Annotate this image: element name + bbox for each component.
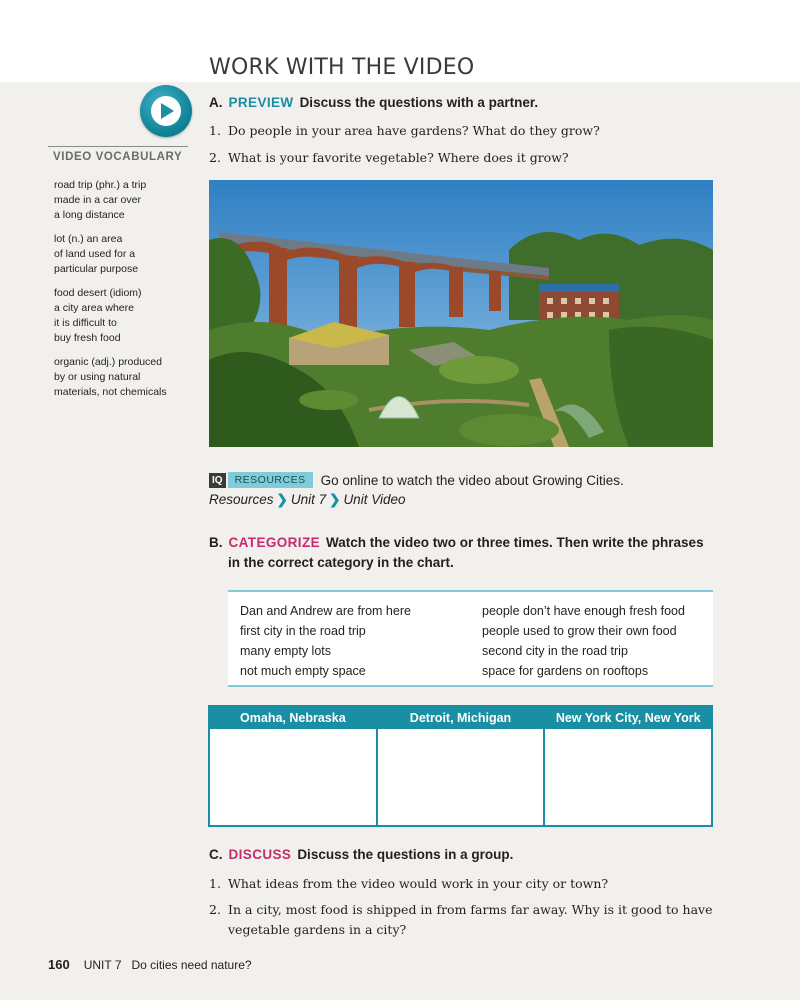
phrase-item: people don’t have enough fresh food — [482, 604, 685, 618]
category-answer-cell[interactable] — [545, 729, 711, 825]
discuss-question-2-cont: vegetable gardens in a city? — [228, 922, 407, 937]
section-c-heading: C. DISCUSS Discuss the questions in a group. — [209, 847, 514, 862]
chevron-right-icon: ❯ — [329, 492, 341, 507]
category-column-new-york — [545, 707, 711, 825]
phrase-item: many empty lots — [240, 644, 332, 658]
online-resources: IQ RESOURCES Go online to watch the video about Growing Cities. — [209, 472, 624, 488]
phrase-column-right — [482, 601, 685, 681]
section-b-heading: B. CATEGORIZE Watch the video two or three times. Then write the phrases — [209, 535, 704, 550]
category-column-detroit — [378, 707, 546, 825]
video-play-button[interactable] — [140, 85, 192, 137]
vocab-entry-food-desert: food desert (idiom) a city area where it is difficult to buy fresh food — [54, 287, 142, 344]
phrase-item: first city in the road trip — [240, 624, 366, 638]
discuss-keyword: DISCUSS — [228, 847, 292, 862]
resources-badge[interactable]: RESOURCES — [228, 472, 313, 488]
phrase-item: people used to grow their own food — [482, 624, 677, 638]
resources-path: Resources ❯ Unit 7 ❯ Unit Video — [209, 492, 406, 507]
phrase-item: not much empty space — [240, 664, 366, 678]
category-header: Detroit, Michigan — [378, 707, 544, 729]
phrase-item: space for gardens on rooftops — [482, 664, 649, 678]
phrase-item: Dan and Andrew are from here — [240, 604, 411, 618]
category-chart — [208, 705, 713, 827]
category-column-omaha — [210, 707, 378, 825]
play-icon[interactable] — [151, 96, 181, 126]
phrase-bank — [228, 590, 713, 687]
category-header: Omaha, Nebraska — [210, 707, 376, 729]
page-title: WORK WITH THE VIDEO — [209, 55, 475, 80]
category-header: New York City, New York — [545, 707, 711, 729]
vocab-heading: VIDEO VOCABULARY — [53, 151, 183, 163]
category-answer-cell[interactable] — [378, 729, 544, 825]
discuss-question-1: 1. What ideas from the video would work in your city or town? — [209, 876, 609, 891]
urban-garden-photo — [209, 180, 713, 447]
section-a-heading: A. PREVIEW Discuss the questions with a partner. — [209, 95, 539, 110]
section-b-instruction-cont: in the correct category in the chart. — [228, 555, 454, 570]
preview-question-1: 1. Do people in your area have gardens? What do they grow? — [209, 123, 600, 138]
preview-keyword: PREVIEW — [228, 95, 294, 110]
chevron-right-icon: ❯ — [276, 492, 288, 507]
phrase-column-left — [240, 601, 411, 681]
page-footer — [48, 957, 252, 972]
vocab-entry-lot: lot (n.) an area of land used for a particular purpose — [54, 233, 139, 275]
category-answer-cell[interactable] — [210, 729, 376, 825]
unit-question: Do cities need nature? — [131, 958, 252, 972]
vocab-divider — [48, 146, 188, 147]
page-number: 160 — [48, 957, 70, 972]
phrase-item: second city in the road trip — [482, 644, 628, 658]
categorize-keyword: CATEGORIZE — [228, 535, 320, 550]
vocab-list — [54, 178, 194, 409]
preview-question-2: 2. What is your favorite vegetable? Where does it grow? — [209, 150, 569, 165]
vocab-entry-road-trip: road trip (phr.) a trip made in a car over a long distance — [54, 179, 147, 221]
discuss-question-2: 2. In a city, most food is shipped in from farms far away. Why is it good to have — [209, 902, 713, 917]
unit-label: UNIT 7 — [83, 958, 122, 972]
vocab-entry-organic: organic (adj.) produced by or using natural materials, not chemicals — [54, 356, 167, 398]
iq-icon: IQ — [209, 473, 226, 488]
